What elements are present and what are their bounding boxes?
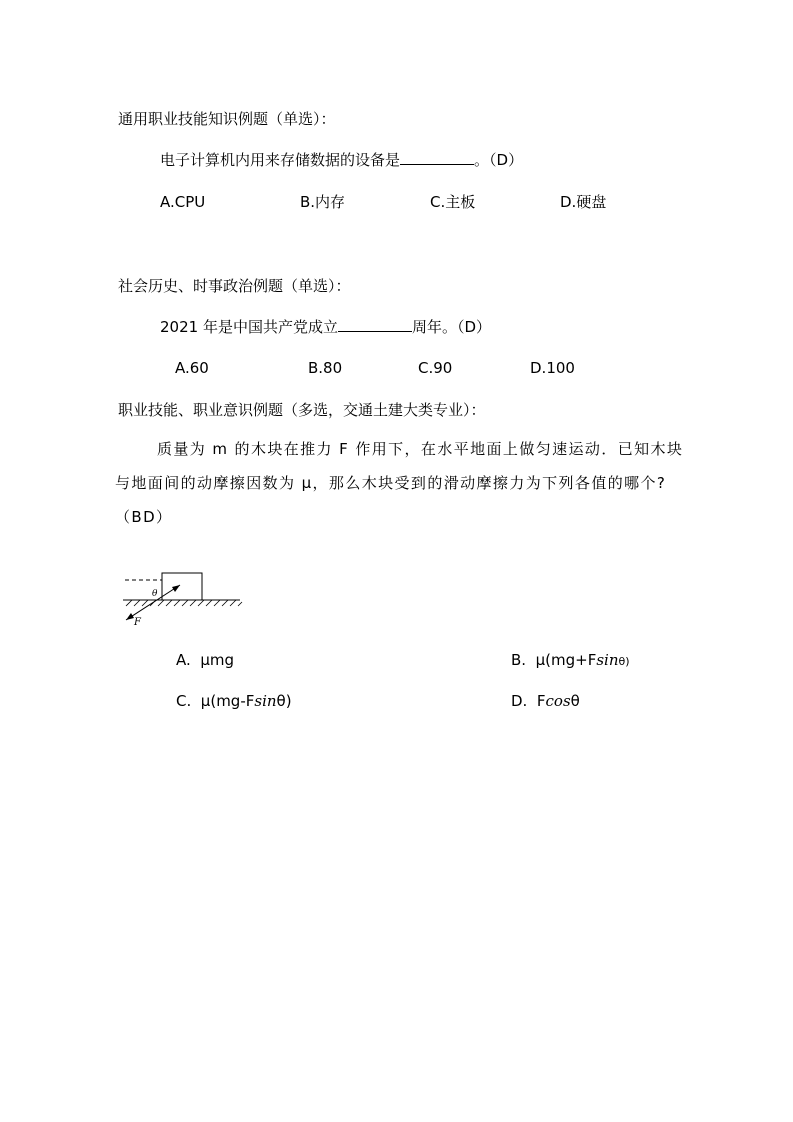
section3-option-a <box>176 650 234 670</box>
answer-blank <box>338 317 412 332</box>
option-text-tail: θ <box>570 692 580 710</box>
option-text-tail: θ) <box>276 692 292 710</box>
force-label: F <box>134 617 141 627</box>
section3-option-d <box>511 691 580 711</box>
section1-question-answer: 。（D） <box>474 151 524 169</box>
section3-question: 质量为 m 的木块在推力 F 作用下，在水平地面上做匀速运动．已知木块与地面间的动摩擦因数为 μ，那么木块受到的滑动摩擦力为下列各值的哪个?（BD） <box>115 440 684 526</box>
section2-question-text: 2021 年是中国共产党成立 <box>160 318 338 336</box>
section1-option-d: D.硬盘 <box>560 193 607 211</box>
answer-blank <box>400 150 474 165</box>
section3-heading: 职业技能、职业意识例题（多选，交通土建大类专业）： <box>118 401 486 419</box>
section3-option-c <box>176 691 292 711</box>
section2-option-c: C.90 <box>418 359 453 377</box>
section1-option-b: B.内存 <box>300 193 346 211</box>
option-fn: sin <box>596 651 619 669</box>
section1-question <box>160 150 523 170</box>
option-letter: D. <box>511 692 528 710</box>
option-fn: cos <box>545 692 571 710</box>
option-text: μmg <box>200 651 234 669</box>
section2-option-a: A.60 <box>175 359 209 377</box>
section2-question <box>160 317 491 337</box>
section1-option-c: C.主板 <box>430 193 476 211</box>
block-force-diagram <box>118 565 248 627</box>
option-text-tail: θ) <box>618 655 630 668</box>
option-letter: C. <box>176 692 192 710</box>
section1-heading: 通用职业技能知识例题（单选）： <box>118 110 336 128</box>
section2-heading: 社会历史、时事政治例题（单选）： <box>118 277 351 295</box>
angle-label: θ <box>152 589 158 599</box>
section2-option-d: D.100 <box>530 359 575 377</box>
option-text: F <box>536 692 546 710</box>
option-text: μ(mg+F <box>535 651 597 669</box>
section1-question-text: 电子计算机内用来存储数据的设备是 <box>160 151 401 169</box>
section2-option-b: B.80 <box>308 359 343 377</box>
option-text: μ(mg-F <box>200 692 255 710</box>
option-letter: B. <box>511 651 527 669</box>
section3-option-b <box>511 650 630 672</box>
section2-question-answer: 周年。（D） <box>411 318 492 336</box>
section1-option-a: A.CPU <box>160 193 206 211</box>
option-fn: sin <box>254 692 277 710</box>
option-letter: A. <box>176 651 191 669</box>
